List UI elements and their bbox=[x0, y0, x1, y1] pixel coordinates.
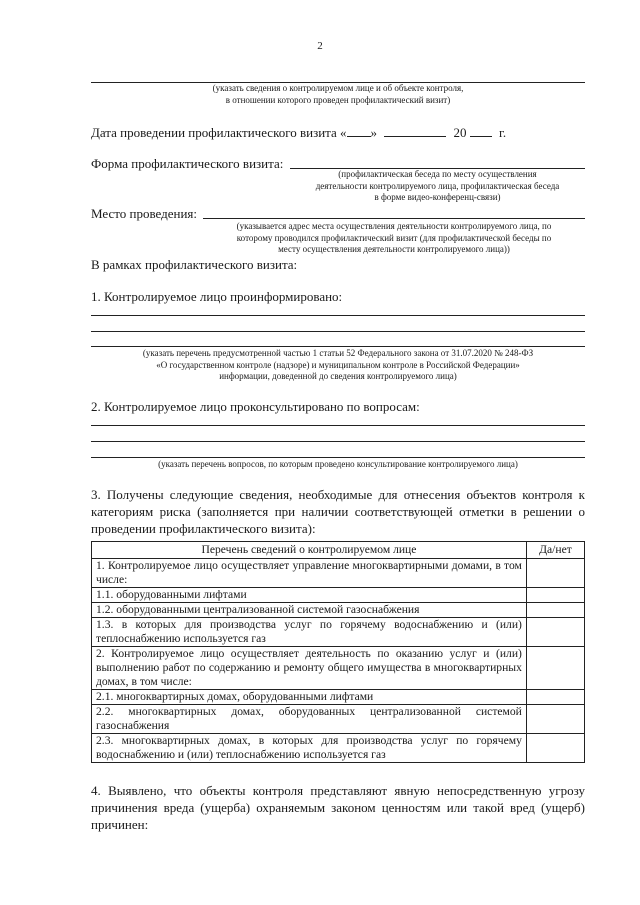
caption-line: (профилактическая беседа по месту осуществления bbox=[338, 169, 537, 179]
table-row bbox=[92, 705, 585, 734]
year-prefix: 20 bbox=[453, 125, 467, 140]
table-cell-info: 2. Контролируемое лицо осуществляет деятельность по оказанию услуг и (или) выполнению работ по содержанию и ремонту общего имущества в многоквартирных домах, в том числе: bbox=[92, 647, 527, 690]
table-cell-yes-no[interactable] bbox=[526, 705, 584, 734]
caption-line: «О государственном контроле (надзоре) и муниципальном контроле в Российской Федерации» bbox=[156, 359, 520, 370]
within-visit-heading: В рамках профилактического визита: bbox=[91, 257, 298, 272]
table-cell-yes-no[interactable] bbox=[526, 690, 584, 705]
place-label: Место проведения: bbox=[91, 206, 198, 221]
section4-text: 4. Выявлено, что объекты контроля представляют явную непосредственную угрозу причинения вреда (ущерба) охраняемым законом ценностям или такой вред (ущерб) причинен: bbox=[91, 783, 585, 832]
table-cell-yes-no[interactable] bbox=[526, 618, 584, 647]
caption-line: (указывается адрес места осуществления деятельности контролируемого лица, по bbox=[236, 221, 552, 231]
day-field[interactable] bbox=[347, 125, 371, 137]
table-row bbox=[92, 618, 585, 647]
visit-date-label: Дата проведении профилактического визита « bbox=[91, 125, 347, 140]
section2-field-line[interactable] bbox=[91, 457, 585, 458]
day-close-quote: » bbox=[370, 125, 378, 140]
table-cell-info: 2.1. многоквартирных домах, оборудованными лифтами bbox=[92, 690, 527, 705]
table-header-yes-no: Да/нет bbox=[526, 542, 584, 559]
section1-field-line[interactable] bbox=[91, 315, 585, 316]
visit-form-label: Форма профилактического визита: bbox=[91, 156, 284, 171]
caption-line: информации, доведенной до сведения контролируемого лица) bbox=[219, 371, 457, 381]
visit-form-caption bbox=[290, 169, 585, 204]
table-row bbox=[92, 559, 585, 588]
caption-line: (указать перечень предусмотренной частью 1 статьи 52 Федерального закона от 31.07.2020 № 248-ФЗ bbox=[142, 348, 534, 358]
caption-line: в отношении которого проведен профилактический визит) bbox=[225, 94, 451, 105]
section1-heading: 1. Контролируемое лицо проинформировано: bbox=[91, 289, 343, 304]
section1-field-line[interactable] bbox=[91, 346, 585, 347]
controlled-person-caption bbox=[91, 83, 585, 106]
table-row bbox=[92, 603, 585, 618]
table-cell-info: 2.3. многоквартирных домах, в которых для производства услуг по горячему водоснабжению и (или) теплоснабжению используется газ bbox=[92, 734, 527, 763]
section2-field-line[interactable] bbox=[91, 425, 585, 426]
table-row bbox=[92, 734, 585, 763]
table-row bbox=[92, 588, 585, 603]
caption-line: месту осуществления деятельности контролируемого лица)) bbox=[278, 244, 510, 254]
visit-date-row bbox=[91, 124, 506, 141]
table-cell-yes-no[interactable] bbox=[526, 603, 584, 618]
table-cell-info: 1. Контролируемое лицо осуществляет управление многоквартирными домами, в том числе: bbox=[92, 559, 527, 588]
place-caption bbox=[203, 221, 585, 256]
table-cell-yes-no[interactable] bbox=[526, 647, 584, 690]
month-field[interactable] bbox=[384, 125, 446, 137]
place-field[interactable] bbox=[203, 218, 585, 219]
table-row bbox=[92, 647, 585, 690]
section2-field-line[interactable] bbox=[91, 441, 585, 442]
table-cell-info: 1.2. оборудованными централизованной системой газоснабжения bbox=[92, 603, 527, 618]
caption-line: которому проводился профилактический визит (для профилактической беседы по bbox=[236, 232, 552, 243]
section1-caption bbox=[91, 348, 585, 383]
table-cell-yes-no[interactable] bbox=[526, 588, 584, 603]
year-field[interactable] bbox=[470, 125, 492, 137]
table-cell-info: 1.3. в которых для производства услуг по горячему водоснабжению и (или) теплоснабжению используется газ bbox=[92, 618, 527, 647]
risk-info-table bbox=[91, 541, 585, 763]
section2-caption: (указать перечень вопросов, по которым проведено консультирование контролируемого лица) bbox=[158, 459, 518, 469]
section2-heading: 2. Контролируемое лицо проконсультировано по вопросам: bbox=[91, 399, 420, 414]
table-cell-info: 2.2. многоквартирных домах, оборудованных централизованной системой газоснабжения bbox=[92, 705, 527, 734]
table-row bbox=[92, 690, 585, 705]
section3-intro: 3. Получены следующие сведения, необходимые для отнесения объектов контроля к категориям риска (заполняется при наличии соответствующей отметки в решении о проведении профилактического визита): bbox=[91, 487, 585, 536]
table-header-info: Перечень сведений о контролируемом лице bbox=[92, 542, 527, 559]
caption-line: деятельности контролируемого лица, профилактическая беседа bbox=[315, 180, 560, 191]
table-header-row bbox=[92, 542, 585, 559]
section1-field-line[interactable] bbox=[91, 331, 585, 332]
table-cell-yes-no[interactable] bbox=[526, 559, 584, 588]
page-number: 2 bbox=[317, 40, 323, 52]
table-cell-info: 1.1. оборудованными лифтами bbox=[92, 588, 527, 603]
caption-line: (указать сведения о контролируемом лице и об объекте контроля, bbox=[212, 83, 464, 93]
caption-line: в форме видео-конференц-связи) bbox=[374, 192, 501, 202]
table-cell-yes-no[interactable] bbox=[526, 734, 584, 763]
year-suffix: г. bbox=[499, 125, 507, 140]
